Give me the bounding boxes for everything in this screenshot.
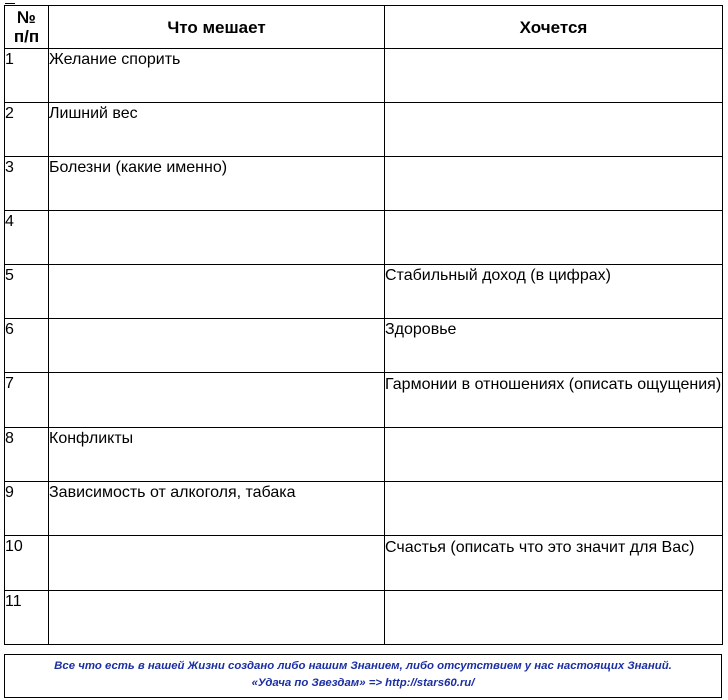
want-cell: Гармонии в отношениях (описать ощущения): [385, 373, 723, 428]
row-number: 11: [5, 591, 49, 645]
want-cell: [385, 482, 723, 536]
want-cell: [385, 103, 723, 157]
footer-quote-box: [4, 654, 722, 698]
hinder-cell: Конфликты: [49, 428, 385, 482]
table-row: [5, 49, 723, 103]
header-number-symbol: №: [17, 8, 36, 27]
hinder-cell: Болезни (какие именно): [49, 157, 385, 211]
want-cell: [385, 157, 723, 211]
hinder-cell: [49, 211, 385, 265]
wishes-table: [4, 5, 723, 645]
row-number: 4: [5, 211, 49, 265]
footer-source-link[interactable]: «Удача по Звездам» => http://stars60.ru/: [251, 677, 475, 689]
want-cell: Стабильный доход (в цифрах): [385, 265, 723, 319]
header-wants: Хочется: [385, 6, 723, 49]
footer-quote: Все что есть в нашей Жизни создано либо нашим Знанием, либо отсутствием у нас настоящих Знаний.: [54, 660, 672, 672]
row-number: 1: [5, 49, 49, 103]
table-row: [5, 428, 723, 482]
table-row: [5, 103, 723, 157]
row-number: 7: [5, 373, 49, 428]
row-number: 2: [5, 103, 49, 157]
want-cell: [385, 49, 723, 103]
row-number: 3: [5, 157, 49, 211]
row-number: 5: [5, 265, 49, 319]
header-number: [5, 6, 49, 49]
table-row: [5, 482, 723, 536]
row-number: 6: [5, 319, 49, 373]
header-hinders: Что мешает: [49, 6, 385, 49]
row-number: 8: [5, 428, 49, 482]
table-row: [5, 536, 723, 591]
table-row: [5, 211, 723, 265]
table-row: [5, 319, 723, 373]
want-cell: [385, 591, 723, 645]
row-number: 10: [5, 536, 49, 591]
want-cell: [385, 428, 723, 482]
header-row: [5, 6, 723, 49]
hinder-cell: [49, 319, 385, 373]
table-row: [5, 265, 723, 319]
top-edge-fragment: [5, 0, 15, 4]
hinder-cell: Желание спорить: [49, 49, 385, 103]
row-number: 9: [5, 482, 49, 536]
header-number-pp: п/п: [13, 27, 40, 46]
hinder-cell: [49, 265, 385, 319]
hinder-cell: [49, 536, 385, 591]
hinder-cell: [49, 591, 385, 645]
want-cell: Здоровье: [385, 319, 723, 373]
table-row: [5, 373, 723, 428]
table-row: [5, 157, 723, 211]
want-cell: [385, 211, 723, 265]
want-cell: Счастья (описать что это значит для Вас): [385, 536, 723, 591]
hinder-cell: Лишний вес: [49, 103, 385, 157]
hinder-cell: Зависимость от алкоголя, табака: [49, 482, 385, 536]
table-row: [5, 591, 723, 645]
hinder-cell: [49, 373, 385, 428]
